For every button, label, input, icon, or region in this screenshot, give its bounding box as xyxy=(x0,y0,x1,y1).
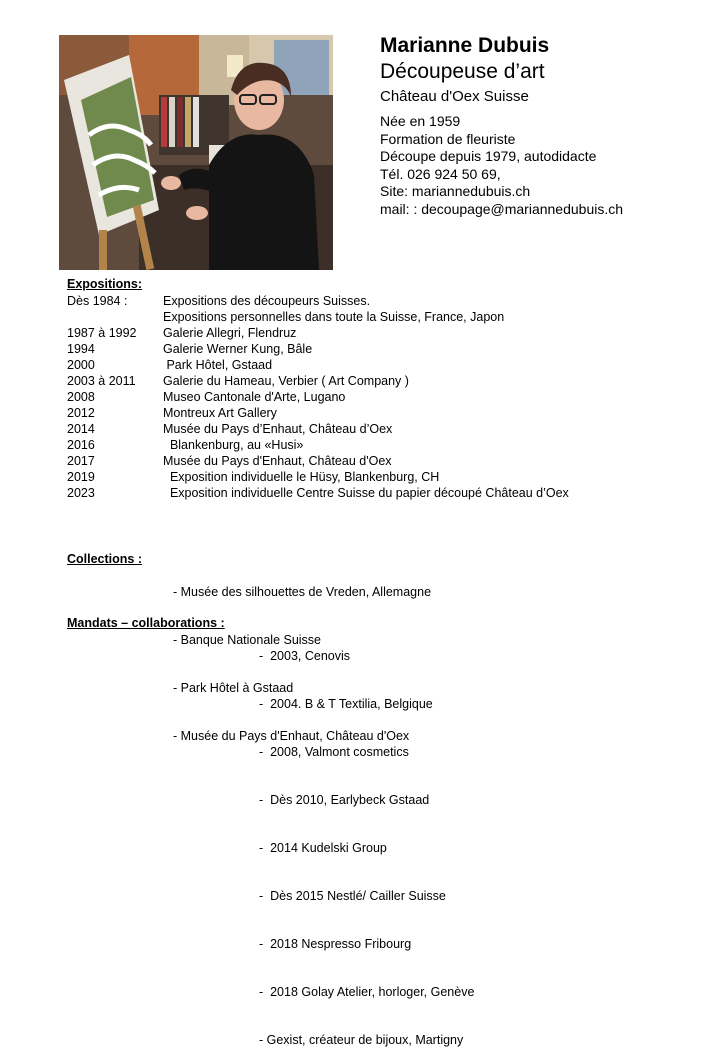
exposition-year: 2014 xyxy=(67,422,95,436)
mandat-item: - 2018 Nespresso Fribourg xyxy=(259,937,412,951)
exposition-desc: Musée du Pays d’Enhaut, Château d’Oex xyxy=(163,422,393,436)
artist-photo-illustration xyxy=(59,35,333,270)
exposition-desc: Galerie Allegri, Flendruz xyxy=(163,326,297,340)
exposition-desc: Museo Cantonale d'Arte, Lugano xyxy=(163,390,346,404)
exposition-year: 2012 xyxy=(67,406,95,420)
mandat-item: - Dès 2015 Nestlé/ Cailler Suisse xyxy=(259,889,446,903)
mandat-item: - 2004. B & T Textilia, Belgique xyxy=(259,697,433,711)
email: mail: : decoupage@mariannedubuis.ch xyxy=(380,200,624,217)
exposition-desc: Blankenburg, au «Husi» xyxy=(163,438,304,452)
exposition-row xyxy=(67,341,569,357)
exposition-row xyxy=(67,421,569,437)
exposition-desc: Park Hôtel, Gstaad xyxy=(163,358,273,372)
exposition-year: 2016 xyxy=(67,438,95,452)
birth-year: Née en 1959 xyxy=(380,113,461,129)
collection-item: - Banque Nationale Suisse xyxy=(173,633,322,647)
mandats-title: Mandats – collaborations : xyxy=(67,616,225,630)
exposition-year: 2019 xyxy=(67,470,95,484)
exposition-row xyxy=(67,485,569,501)
header-block xyxy=(380,33,623,218)
exposition-year: 2023 xyxy=(67,486,95,500)
exposition-desc: Musée du Pays d'Enhaut, Château d'Oex xyxy=(163,454,392,468)
expositions-table xyxy=(67,293,569,501)
artist-place: Château d'Oex Suisse xyxy=(380,88,529,105)
collection-item: - Musée du Pays d'Enhaut, Château d'Oex xyxy=(173,729,410,743)
website: Site: mariannedubuis.ch xyxy=(380,183,531,199)
exposition-row xyxy=(67,405,569,421)
exposition-year: 1994 xyxy=(67,342,95,356)
artist-name: Marianne Dubuis xyxy=(380,34,550,57)
exposition-year: 2008 xyxy=(67,390,95,404)
exposition-row xyxy=(67,325,569,341)
exposition-year: 1987 à 1992 xyxy=(67,326,137,340)
exposition-year: 2000 xyxy=(67,358,95,372)
mandat-item: - 2008, Valmont cosmetics xyxy=(259,745,409,759)
mandat-item: - 2014 Kudelski Group xyxy=(259,841,387,855)
exposition-row xyxy=(67,469,569,485)
exposition-row xyxy=(67,389,569,405)
exposition-year: 2003 à 2011 xyxy=(67,374,136,388)
experience: Découpe depuis 1979, autodidacte xyxy=(380,148,597,164)
exposition-desc: Exposition individuelle le Hüsy, Blankenburg, CH xyxy=(163,470,440,484)
exposition-desc: Galerie du Hameau, Verbier ( Art Company ) xyxy=(163,374,409,388)
collection-item: - Park Hôtel à Gstaad xyxy=(173,681,294,695)
expositions-title: Expositions: xyxy=(67,277,143,291)
exposition-row xyxy=(67,373,569,389)
exposition-desc: Expositions des découpeurs Suisses. xyxy=(163,294,371,308)
training: Formation de fleuriste xyxy=(380,130,516,147)
exposition-year: Dès 1984 : xyxy=(67,294,128,308)
exposition-desc: Expositions personnelles dans toute la Suisse, France, Japon xyxy=(163,310,505,324)
artist-photo xyxy=(59,35,333,270)
exposition-row xyxy=(67,357,569,373)
contact-info xyxy=(380,113,623,218)
collection-item: - Musée des silhouettes de Vreden, Allemagne xyxy=(173,585,432,599)
exposition-year: 2017 xyxy=(67,454,95,468)
exposition-desc: Exposition individuelle Centre Suisse du papier découpé Château d’Oex xyxy=(163,486,569,500)
exposition-row xyxy=(67,293,569,309)
collections-title: Collections : xyxy=(67,552,143,566)
mandats-list xyxy=(259,616,474,1064)
exposition-desc: Galerie Werner Kung, Bâle xyxy=(163,342,313,356)
mandat-item: - Gexist, créateur de bijoux, Martigny xyxy=(259,1033,464,1047)
exposition-row xyxy=(67,437,569,453)
artist-role: Découpeuse d’art xyxy=(380,60,545,83)
mandat-item: - Dès 2010, Earlybeck Gstaad xyxy=(259,793,430,807)
exposition-row xyxy=(67,309,569,325)
mandat-item: - 2003, Cenovis xyxy=(259,649,351,663)
exposition-year xyxy=(67,309,163,325)
phone: Tél. 026 924 50 69, xyxy=(380,165,501,182)
mandat-item: - 2018 Golay Atelier, horloger, Genève xyxy=(259,985,475,999)
exposition-desc: Montreux Art Gallery xyxy=(163,406,277,420)
exposition-row xyxy=(67,453,569,469)
